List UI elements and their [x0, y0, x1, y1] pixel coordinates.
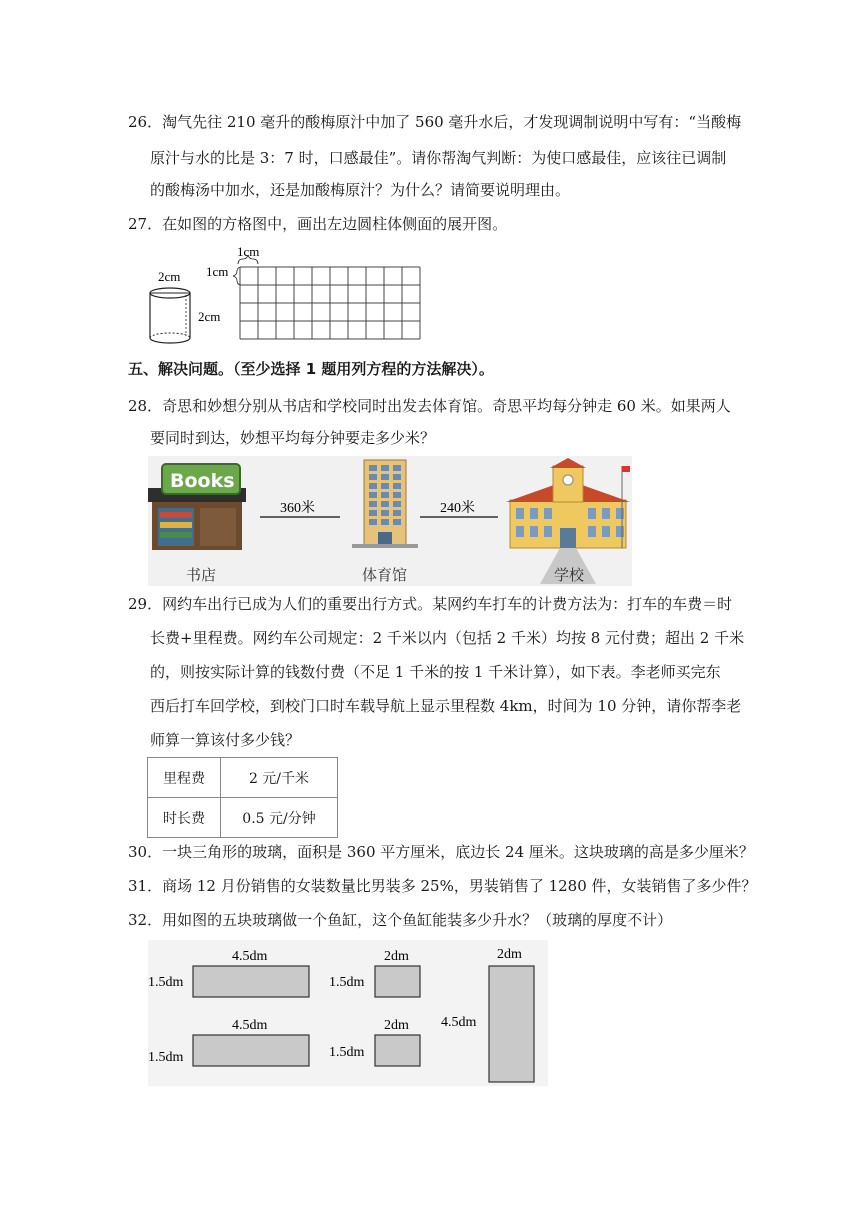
q29-line4: 西后打车回学校，到校门口时车载导航上显示里程数 4km，时间为 10 分钟，请你帮李老 [150, 697, 742, 715]
panel3-height-label: 1.5dm [148, 1050, 184, 1065]
panel3-width-label: 4.5dm [232, 1018, 268, 1033]
q29-line1: 29．网约车出行已成为人们的重要出行方式。某网约车打车的计费方法为：打车的车费＝时 [128, 595, 733, 613]
q28-line2: 要同时到达，妙想平均每分钟要走多少米？ [150, 429, 436, 447]
q29-line2: 长费+里程费。网约车公司规定：2 千米以内（包括 2 千米）均按 8 元付费；超出 2 千米 [150, 629, 745, 647]
panel2-height-label: 1.5dm [329, 975, 365, 990]
cylinder-drawing [150, 288, 190, 343]
panel4-height-label: 1.5dm [329, 1045, 365, 1060]
glass-panel [193, 966, 309, 997]
table-row [148, 758, 338, 798]
books-sign-text: Books [170, 470, 235, 492]
distance-360: 360米 [280, 501, 315, 516]
fee-name-cell: 时长费 [148, 798, 221, 838]
q30-line: 30．一块三角形的玻璃，面积是 360 平方厘米，底边长 24 厘米。这块玻璃的高是多少厘米？ [128, 843, 754, 861]
fee-name-cell: 里程费 [148, 758, 221, 798]
q28-line1: 28．奇思和妙想分别从书店和学校同时出发去体育馆。奇思平均每分钟走 60 米。如果两人 [128, 397, 731, 415]
section-5-heading: 五、解决问题。（至少选择 1 题用列方程的方法解决）。 [128, 360, 494, 378]
panel1-height-label: 1.5dm [148, 975, 184, 990]
bookstore-icon [148, 464, 246, 550]
q26-line3: 的酸梅汤中加水，还是加酸梅原汁？为什么？请简要说明理由。 [150, 181, 571, 199]
fee-rate-cell: 0.5 元/分钟 [221, 798, 338, 838]
label-gym: 体育馆 [362, 566, 408, 584]
panel4-width-label: 2dm [384, 1018, 409, 1033]
q26-line1: 26．淘气先往 210 毫升的酸梅原汁中加了 560 毫升水后，才发现调制说明中写有：“当酸梅 [128, 113, 742, 131]
panel1-width-label: 4.5dm [232, 949, 268, 964]
grid-top-unit-label: 1cm [237, 244, 260, 259]
glass-panel [375, 966, 420, 997]
q26-line2: 原汁与水的比是 3：7 时，口感最佳”。请你帮淘气判断：为使口感最佳，应该往已调制 [150, 149, 727, 167]
cyl-height-label: 2cm [198, 309, 221, 324]
table-row [148, 798, 338, 838]
glass-panel [375, 1035, 420, 1066]
q32-line1: 32．用如图的五块玻璃做一个鱼缸，这个鱼缸能装多少升水？（玻璃的厚度不计） [128, 911, 673, 929]
cylinder-grid-figure [140, 240, 430, 348]
panel2-width-label: 2dm [384, 949, 409, 964]
label-school: 学校 [554, 566, 585, 584]
grid-left-unit-label: 1cm [206, 264, 229, 279]
cyl-diameter-label: 2cm [158, 269, 181, 284]
glass-panel [193, 1035, 309, 1066]
panel5-height-label: 4.5dm [441, 1015, 477, 1030]
q29-line3: 的，则按实际计算的钱数付费（不足 1 千米的按 1 千米计算），如下表。李老师买完东 [150, 663, 721, 681]
route-figure [148, 456, 632, 586]
square-grid[interactable] [240, 267, 420, 339]
q27-line1: 27．在如图的方格图中，画出左边圆柱体侧面的展开图。 [128, 215, 508, 233]
panel5-width-label: 2dm [497, 947, 522, 962]
glass-panel [489, 966, 534, 1082]
label-bookstore: 书店 [186, 566, 217, 584]
fee-rate-cell: 2 元/千米 [221, 758, 338, 798]
glass-panels-figure [148, 940, 548, 1086]
q31-line: 31．商场 12 月份销售的女装数量比男装多 25%，男装销售了 1280 件，女装销售了多少件？ [128, 877, 757, 895]
fee-table [147, 757, 338, 838]
q29-line5: 师算一算该付多少钱？ [150, 731, 301, 749]
distance-240: 240米 [440, 501, 475, 516]
